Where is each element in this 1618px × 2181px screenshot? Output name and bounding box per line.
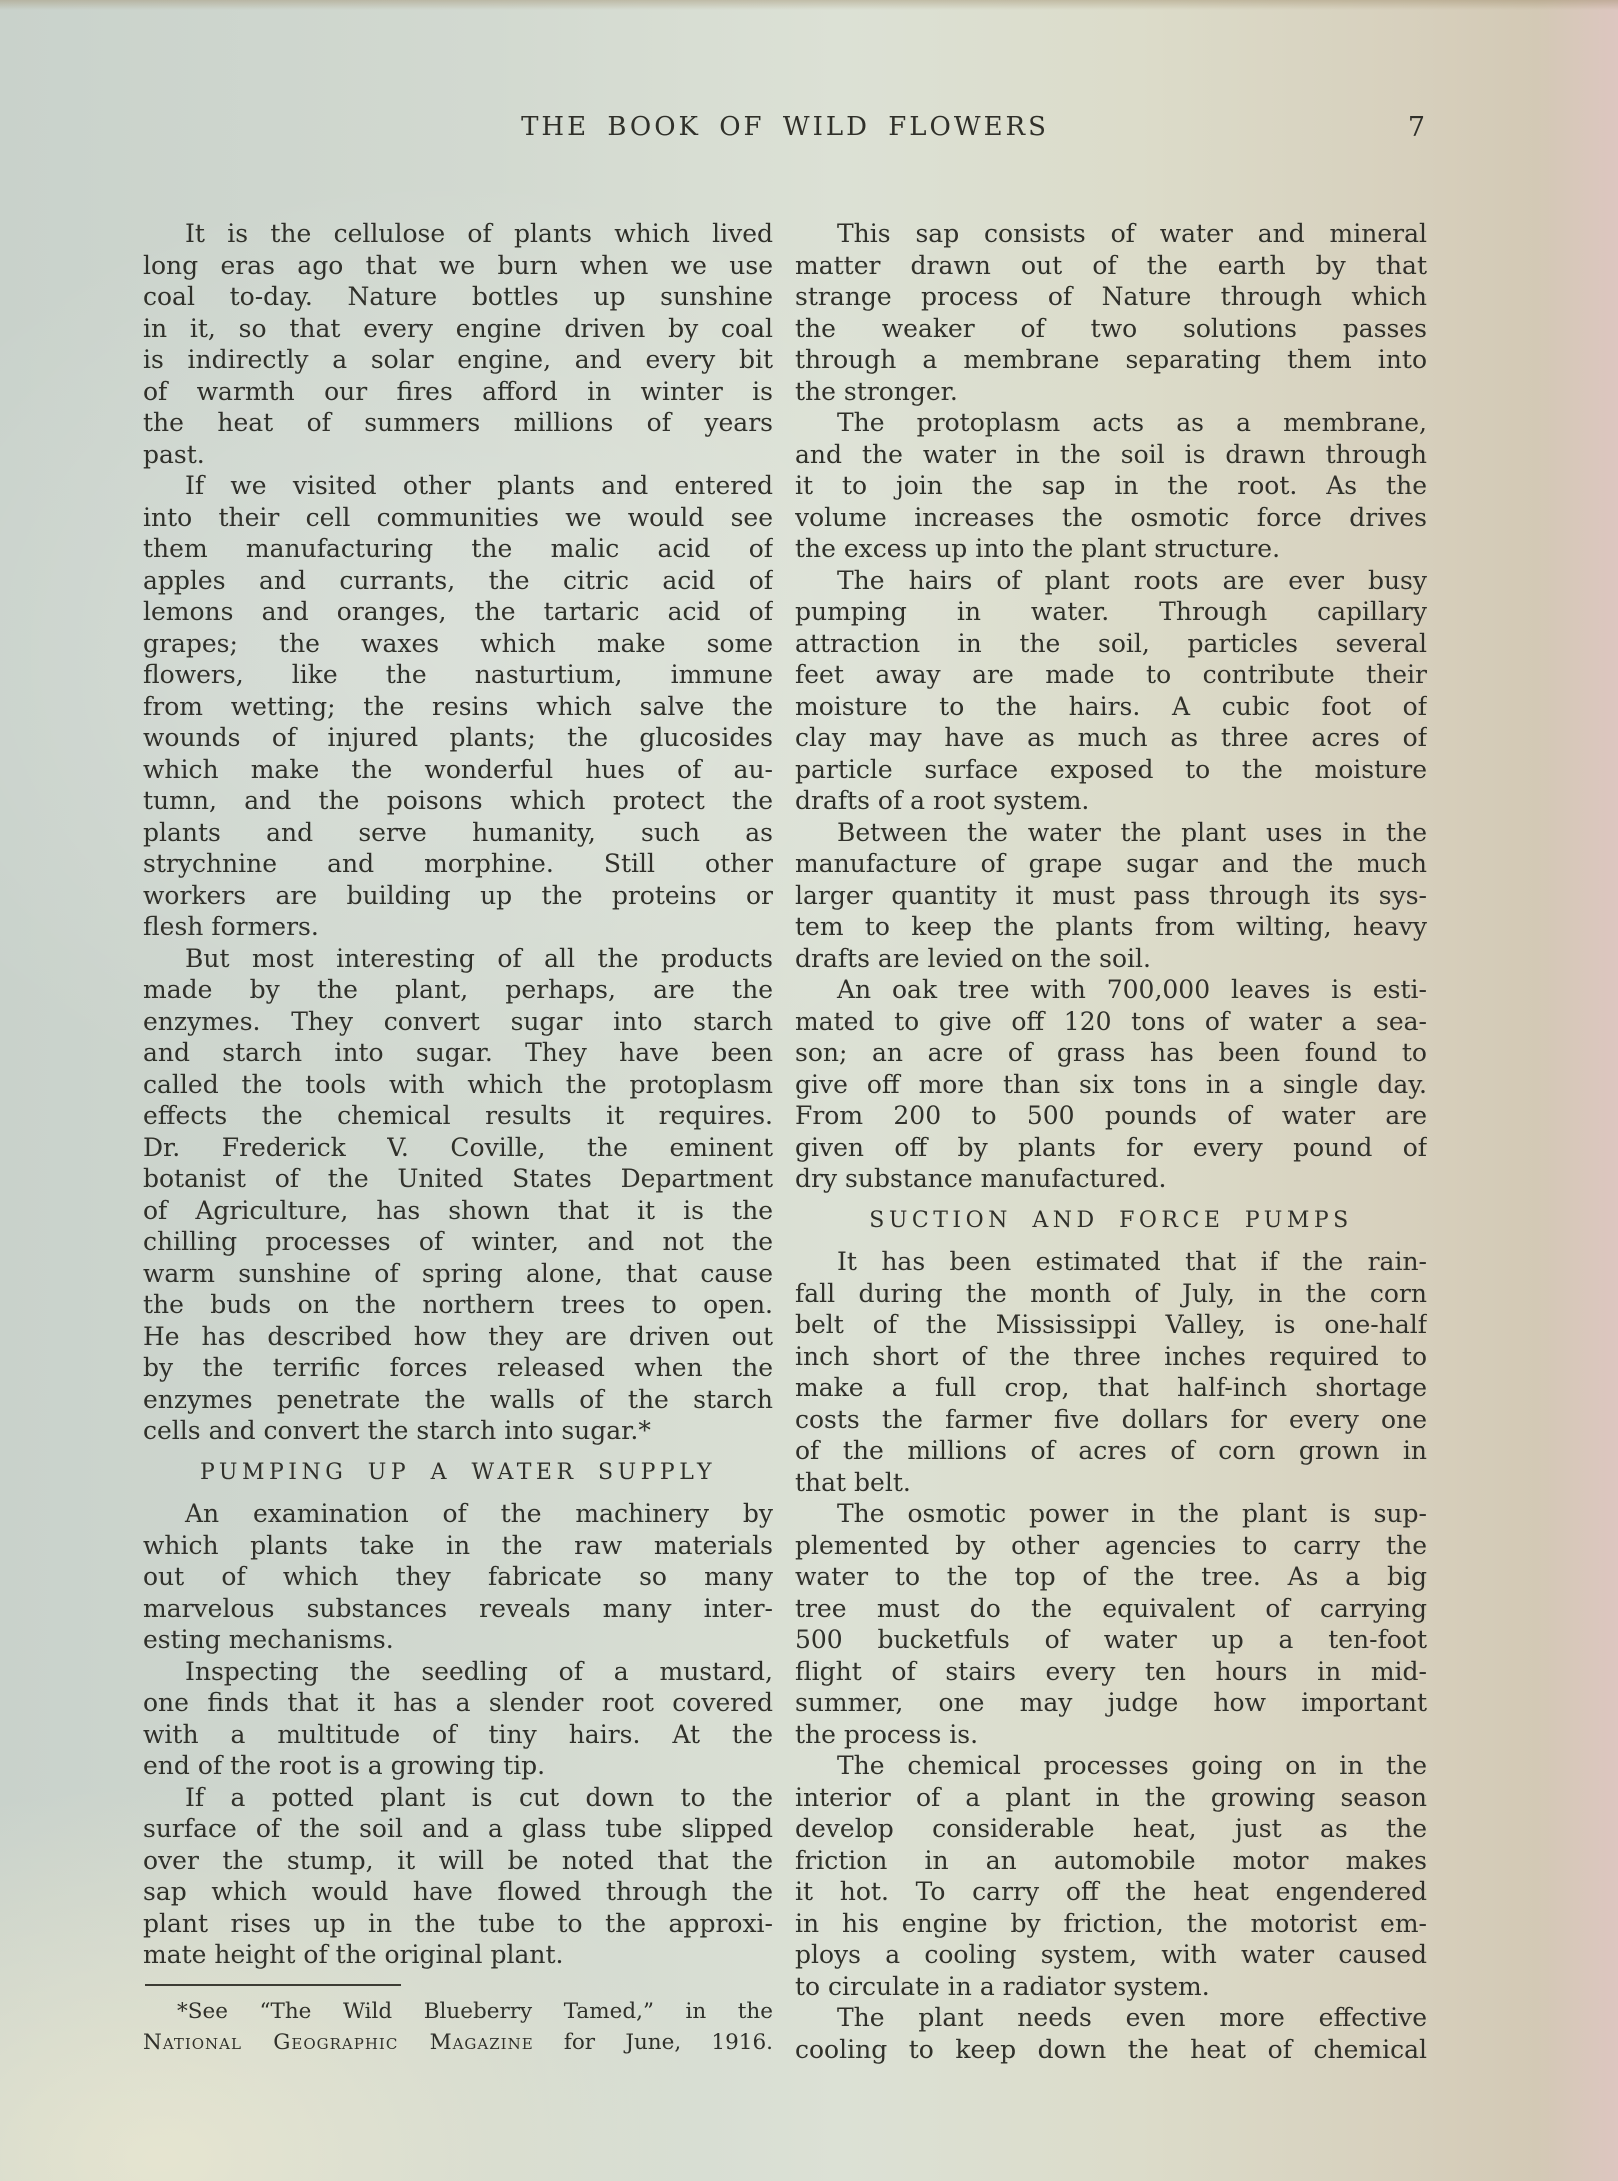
text-line: esting mechanisms.: [143, 1625, 394, 1654]
text-line: tree must do the equivalent of carrying: [795, 1593, 1427, 1623]
text-line: The osmotic power in the plant is sup-: [837, 1499, 1427, 1528]
paragraph: [795, 2002, 1427, 2065]
paragraph: [795, 1750, 1427, 2002]
text-line: by the terrific forces released when the: [143, 1353, 773, 1382]
text-line: mated to give off 120 tons of water a sea-: [795, 1006, 1427, 1036]
text-line: If we visited other plants and entered: [185, 471, 773, 500]
text-line: drafts of a root system.: [795, 786, 1090, 815]
text-line: marvelous substances reveals many inter-: [143, 1593, 773, 1623]
text-line: larger quantity it must pass through its sys-: [795, 880, 1427, 910]
text-line: botanist of the United States Department: [143, 1164, 773, 1193]
text-line: in it, so that every engine driven by coal: [143, 313, 773, 343]
text-line: which plants take in the raw materials: [143, 1530, 773, 1560]
text-line: water to the top of the tree. As a big: [795, 1562, 1427, 1591]
text-line: plemented by other agencies to carry the: [795, 1530, 1427, 1560]
text-line: flight of stairs every ten hours in mid-: [795, 1656, 1427, 1686]
text-line: the stronger.: [795, 376, 958, 406]
text-line: long eras ago that we burn when we use: [143, 250, 773, 280]
text-line: But most interesting of all the products: [185, 943, 773, 973]
column-left: [143, 218, 773, 2058]
text-line: lemons and oranges, the tartaric acid of: [143, 597, 773, 626]
text-line: Inspecting the seedling of a mustard,: [185, 1656, 773, 1686]
text-line: workers are building up the proteins or: [143, 880, 773, 910]
text-line: is indirectly a solar engine, and every bit: [143, 345, 773, 374]
text-line: From 200 to 500 pounds of water are: [795, 1101, 1427, 1130]
text-line: and starch into sugar. They have been: [143, 1038, 773, 1067]
text-line: coal to-day. Nature bottles up sunshine: [143, 282, 773, 311]
text-line: He has described how they are driven out: [143, 1321, 773, 1351]
text-line: The protoplasm acts as a membrane,: [837, 408, 1427, 437]
text-line: plant rises up in the tube to the approxi-: [143, 1908, 773, 1938]
text-line: flowers, like the nasturtium, immune: [143, 660, 773, 689]
text-line: it to join the sap in the root. As the: [795, 471, 1427, 500]
text-line: with a multitude of tiny hairs. At the: [143, 1719, 773, 1749]
text-line: given off by plants for every pound of: [795, 1132, 1427, 1162]
footnote-line: [143, 2027, 773, 2058]
text-line: made by the plant, perhaps, are the: [143, 975, 773, 1004]
text-line: The hairs of plant roots are ever busy: [837, 565, 1427, 595]
footnote: [143, 1996, 773, 2058]
paragraph: [795, 974, 1427, 1195]
text-line: belt of the Mississippi Valley, is one-half: [795, 1310, 1427, 1339]
text-line: and the water in the soil is drawn through: [795, 439, 1427, 469]
text-line: called the tools with which the protoplasm: [143, 1069, 773, 1099]
text-line: from wetting; the resins which salve the: [143, 691, 773, 721]
text-line: wounds of injured plants; the glucosides: [143, 723, 773, 752]
text-line: it hot. To carry off the heat engendered: [795, 1877, 1427, 1906]
paragraph: [795, 1498, 1427, 1750]
text-line: moisture to the hairs. A cubic foot of: [795, 691, 1427, 721]
text-line: enzymes. They convert sugar into starch: [143, 1006, 773, 1036]
text-line: manufacture of grape sugar and the much: [795, 849, 1427, 878]
text-line: of the millions of acres of corn grown in: [795, 1436, 1427, 1465]
paragraph: [143, 943, 773, 1447]
text-line: in his engine by friction, the motorist em-: [795, 1908, 1427, 1938]
text-line: An examination of the machinery by: [185, 1499, 773, 1528]
paragraph: [795, 565, 1427, 817]
text-line: that belt.: [795, 1467, 911, 1497]
text-line: to circulate in a radiator system.: [795, 1971, 1210, 2001]
text-line: volume increases the osmotic force drives: [795, 502, 1427, 532]
text-line: surface of the soil and a glass tube slipped: [143, 1814, 773, 1843]
text-line: over the stump, it will be noted that the: [143, 1845, 773, 1875]
paragraph: [795, 817, 1427, 975]
text-line: out of which they fabricate so many: [143, 1562, 773, 1591]
text-line: feet away are made to contribute their: [795, 660, 1427, 689]
magazine-name: National Geographic Magazine: [143, 2029, 534, 2055]
text-line: end of the root is a growing tip.: [143, 1751, 546, 1780]
text-line: give off more than six tons in a single day.: [795, 1069, 1427, 1099]
text-line: tem to keep the plants from wilting, heavy: [795, 912, 1427, 941]
paragraph: [143, 470, 773, 943]
text-line: clay may have as much as three acres of: [795, 723, 1427, 752]
footnote-text: *See “The Wild Blueberry Tamed,” in the: [177, 1998, 773, 2024]
footnote-rule: [145, 1984, 401, 1986]
text-line: summer, one may judge how important: [795, 1688, 1427, 1717]
page-number: 7: [1407, 112, 1425, 143]
text-line: Between the water the plant uses in the: [837, 817, 1427, 847]
text-line: drafts are levied on the soil.: [795, 943, 1151, 973]
text-line: costs the farmer five dollars for every one: [795, 1404, 1427, 1434]
text-line: If a potted plant is cut down to the: [185, 1782, 773, 1812]
paragraph: [795, 218, 1427, 407]
paragraph: [143, 1656, 773, 1782]
text-line: grapes; the waxes which make some: [143, 628, 773, 658]
text-line: cooling to keep down the heat of chemical: [795, 2034, 1427, 2064]
text-line: of warmth our fires afford in winter is: [143, 376, 773, 406]
paragraph: [143, 1782, 773, 1971]
text-line: which make the wonderful hues of au-: [143, 754, 773, 784]
section-heading: SUCTION AND FORCE PUMPS: [869, 1207, 1353, 1233]
text-line: Dr. Frederick V. Coville, the eminent: [143, 1132, 773, 1162]
text-line: enzymes penetrate the walls of the starch: [143, 1384, 773, 1414]
text-line: It has been estimated that if the rain-: [837, 1247, 1427, 1276]
paragraph: [795, 407, 1427, 565]
page-header: [143, 112, 1427, 142]
text-line: strychnine and morphine. Still other: [143, 849, 773, 878]
text-line: dry substance manufactured.: [795, 1164, 1167, 1193]
text-line: son; an acre of grass has been found to: [795, 1038, 1427, 1067]
text-line: through a membrane separating them into: [795, 345, 1427, 374]
text-line: 500 bucketfuls of water up a ten-foot: [795, 1625, 1427, 1654]
text-line: the process is.: [795, 1719, 979, 1749]
text-line: The plant needs even more effective: [837, 2003, 1427, 2032]
text-line: inch short of the three inches required to: [795, 1341, 1427, 1371]
text-line: attraction in the soil, particles several: [795, 628, 1427, 658]
text-line: matter drawn out of the earth by that: [795, 250, 1427, 280]
text-line: interior of a plant in the growing season: [795, 1782, 1427, 1812]
text-line: the weaker of two solutions passes: [795, 313, 1427, 343]
paragraph: [795, 1246, 1427, 1498]
text-line: The chemical processes going on in the: [837, 1751, 1427, 1780]
text-line: This sap consists of water and mineral: [837, 219, 1427, 248]
text-line: ploys a cooling system, with water caused: [795, 1940, 1427, 1969]
column-right: [795, 218, 1427, 2065]
text-line: make a full crop, that half-inch shortage: [795, 1373, 1427, 1402]
text-line: past.: [143, 439, 205, 469]
text-line: one finds that it has a slender root covered: [143, 1688, 773, 1717]
text-line: fall during the month of July, in the corn: [795, 1278, 1427, 1308]
paragraph: [143, 1498, 773, 1656]
text-line: sap which would have flowed through the: [143, 1877, 773, 1906]
text-line: the excess up into the plant structure.: [795, 534, 1281, 563]
text-line: apples and currants, the citric acid of: [143, 565, 773, 595]
text-line: mate height of the original plant.: [143, 1940, 564, 1969]
paragraph: [143, 218, 773, 470]
page-title: THE BOOK OF WILD FLOWERS: [521, 112, 1049, 142]
footnote-line: [143, 1996, 773, 2027]
text-line: effects the chemical results it requires.: [143, 1101, 773, 1130]
footnote-text: for June, 1916.: [533, 2029, 773, 2055]
text-line: pumping in water. Through capillary: [795, 597, 1427, 626]
text-line: chilling processes of winter, and not the: [143, 1227, 773, 1256]
text-line: It is the cellulose of plants which lived: [185, 219, 773, 248]
text-line: An oak tree with 700,000 leaves is esti-: [837, 975, 1427, 1004]
text-line: cells and convert the starch into sugar.*: [143, 1416, 651, 1445]
text-line: flesh formers.: [143, 912, 319, 941]
text-line: tumn, and the poisons which protect the: [143, 786, 773, 815]
text-line: the buds on the northern trees to open.: [143, 1290, 773, 1319]
text-line: friction in an automobile motor makes: [795, 1845, 1427, 1875]
section-heading: PUMPING UP A WATER SUPPLY: [200, 1459, 716, 1485]
text-line: warm sunshine of spring alone, that cause: [143, 1258, 773, 1288]
text-line: of Agriculture, has shown that it is the: [143, 1195, 773, 1225]
text-line: them manufacturing the malic acid of: [143, 534, 773, 563]
text-line: strange process of Nature through which: [795, 282, 1427, 311]
text-line: the heat of summers millions of years: [143, 408, 773, 437]
text-line: particle surface exposed to the moisture: [795, 754, 1427, 784]
text-line: plants and serve humanity, such as: [143, 817, 773, 847]
text-line: develop considerable heat, just as the: [795, 1814, 1427, 1843]
text-line: into their cell communities we would see: [143, 502, 773, 532]
